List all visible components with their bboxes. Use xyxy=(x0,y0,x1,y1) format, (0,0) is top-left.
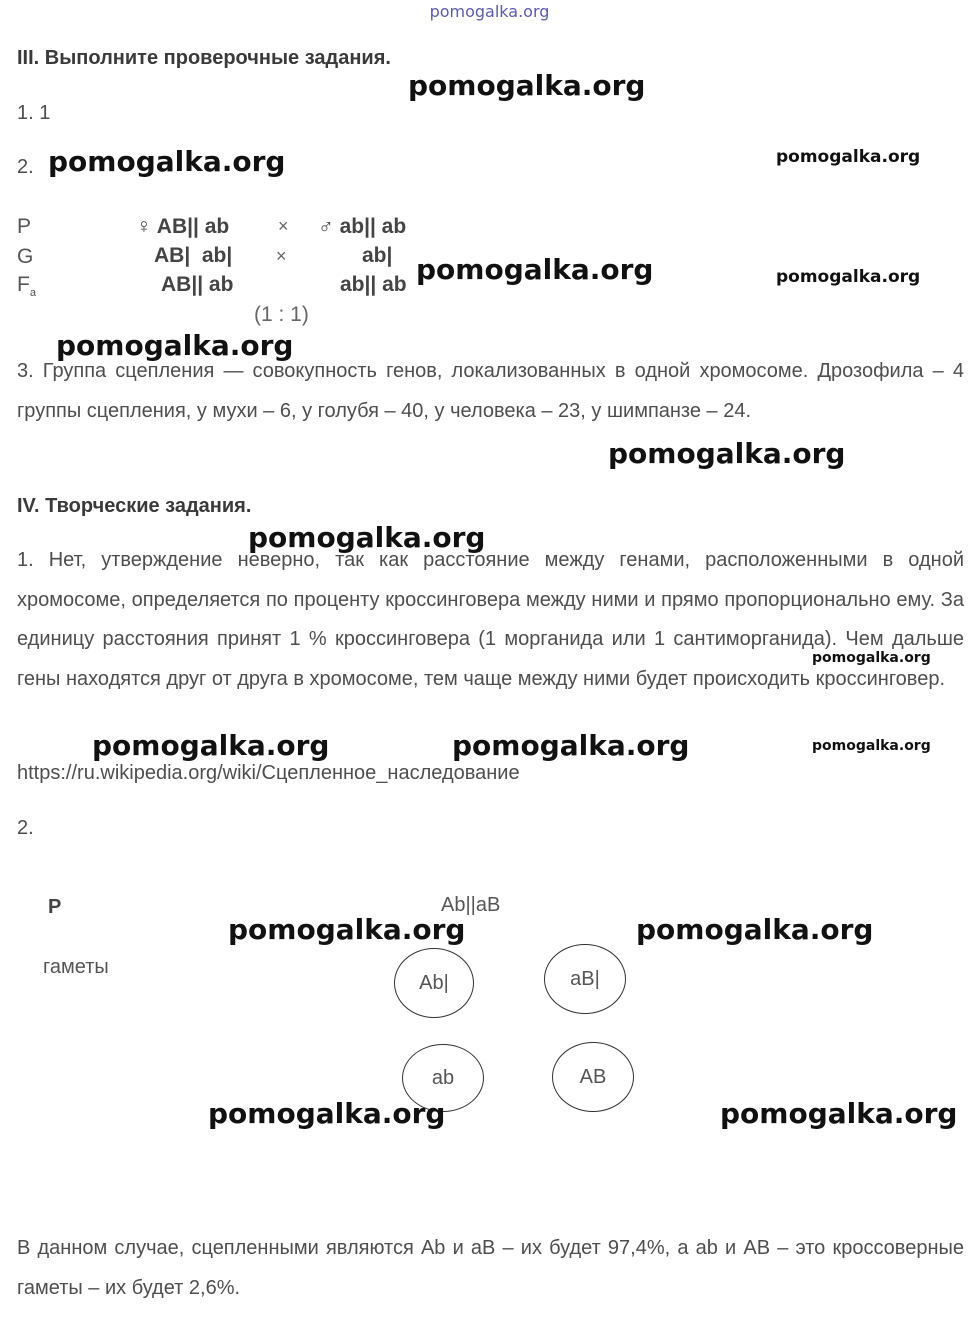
gamete-4: AB xyxy=(579,1066,607,1088)
answer-3-3: 3. Группа сцепления — совокупность генов, локализованных в одной хромосоме. Дрозофила – 4 группы сцепления, у мухи – 6, у голубя – 40, у человека – 23, у шимпанзе – 24. xyxy=(17,360,964,422)
watermark-15[interactable]: pomogalka.org xyxy=(208,1097,446,1130)
watermark-12[interactable]: pomogalka.org xyxy=(812,738,931,754)
cross-row-f-sub: a xyxy=(29,287,36,300)
cross-p-male: ♂ ab|| ab xyxy=(318,215,407,238)
section-3-heading: III. Выполните проверочные задания. xyxy=(17,47,391,69)
wiki-link[interactable]: https://ru.wikipedia.org/wiki/Сцепленное_наследование xyxy=(17,762,520,784)
watermark-10[interactable]: pomogalka.org xyxy=(92,729,330,762)
watermark-13[interactable]: pomogalka.org xyxy=(228,913,466,946)
cross-g-right: ab| xyxy=(362,244,393,267)
watermark-1[interactable]: pomogalka.org xyxy=(408,69,646,102)
answer-4-1: 1. Нет, утверждение неверно, так как расстояние между генами, расположенными в одной хромосоме, определяется по проценту кроссинговера между ними и прямо пропорционально ему. За единицу расстояния принят 1 % кроссинговера (1 морганида или 1 сантиморганида). Чем дальше гены находятся друг от друга в хромосоме, тем чаще между ними будет происходить кроссинговер. xyxy=(17,549,964,690)
answer-4-2-conclusion: В данном случае, сцепленными являются Ab и aB – их будет 97,4%, а ab и AB – это кроссоверные гаметы – их будет 2,6%. xyxy=(17,1237,964,1299)
watermark-7[interactable]: pomogalka.org xyxy=(608,437,846,470)
answer-3-2-label: 2. xyxy=(17,156,34,178)
cross-ratio: (1 : 1) xyxy=(254,303,309,326)
cross-row-f-label: $F_a$ xyxy=(17,273,36,300)
section-4-heading: IV. Творческие задания. xyxy=(17,495,252,517)
watermark-5[interactable]: pomogalka.org xyxy=(776,267,921,287)
diagram-genotype: Ab||aB xyxy=(441,894,501,916)
cross-g-times: × xyxy=(276,246,287,266)
watermark-8[interactable]: pomogalka.org xyxy=(248,521,486,554)
answer-3-1: 1. 1 xyxy=(17,102,51,124)
diagram-gametes-label: гаметы xyxy=(43,956,109,978)
watermark-14[interactable]: pomogalka.org xyxy=(636,913,874,946)
watermark-3[interactable]: pomogalka.org xyxy=(776,147,921,167)
cross-g-left: AB| ab| xyxy=(154,244,233,267)
gamete-1: Ab| xyxy=(419,972,449,994)
diagram-p-label: P xyxy=(48,896,62,918)
watermark-11[interactable]: pomogalka.org xyxy=(452,729,690,762)
cross-p-female: ♀ AB|| ab xyxy=(136,215,230,238)
cross-p-times: × xyxy=(278,216,289,236)
cross-f-right: ab|| ab xyxy=(340,273,407,296)
watermark-6[interactable]: pomogalka.org xyxy=(56,329,294,362)
cross-f-left: AB|| ab xyxy=(161,273,234,296)
gamete-3: ab xyxy=(431,1067,455,1089)
cross-row-g-label: G xyxy=(17,245,34,268)
watermark-2[interactable]: pomogalka.org xyxy=(48,145,286,178)
cross-row-p-label: P xyxy=(17,215,32,238)
watermark-16[interactable]: pomogalka.org xyxy=(720,1097,958,1130)
watermark-4[interactable]: pomogalka.org xyxy=(416,253,654,286)
top-watermark[interactable]: pomogalka.org xyxy=(429,2,550,21)
gamete-2: aB| xyxy=(570,968,600,990)
answer-4-2-label: 2. xyxy=(17,817,34,839)
watermark-9[interactable]: pomogalka.org xyxy=(812,650,931,666)
